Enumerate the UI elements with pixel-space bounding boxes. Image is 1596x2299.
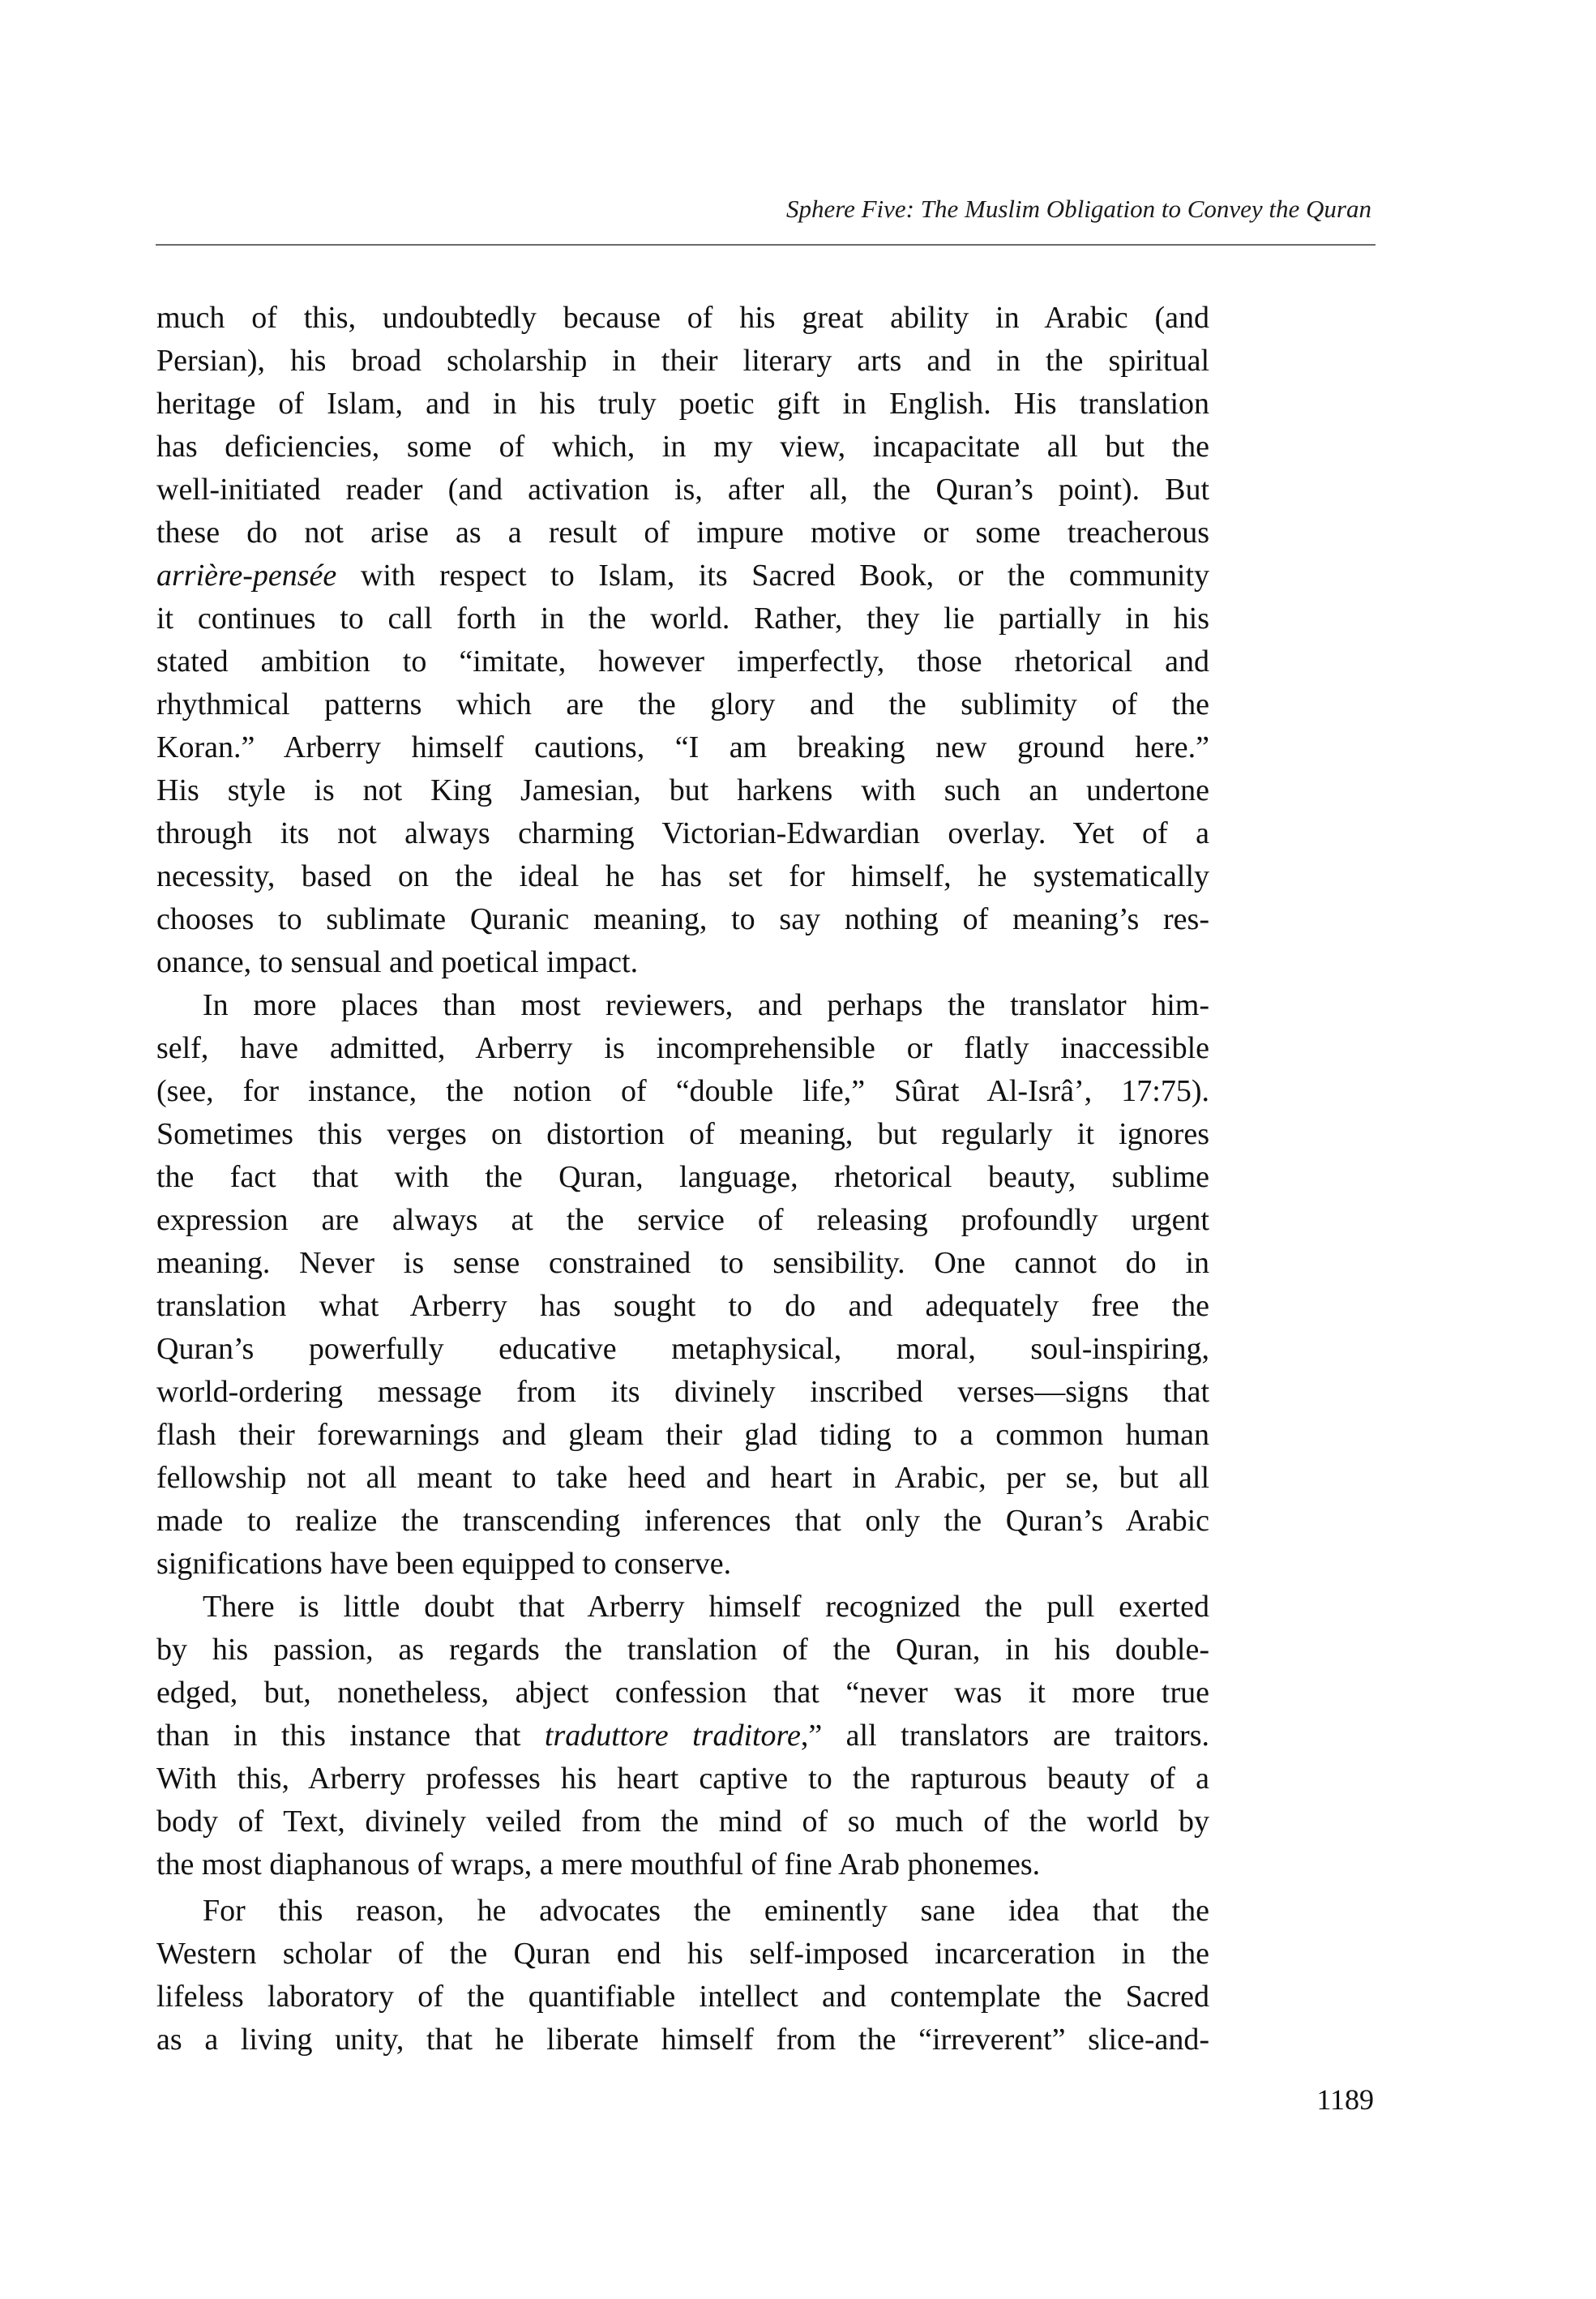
text-line: by his passion, as regards the translation of the Quran, in his double- xyxy=(156,1633,1209,1667)
text-line: edged, but, nonetheless, abject confession that “never was it more true xyxy=(156,1676,1209,1710)
text-line: For this reason, he advocates the eminently sane idea that the xyxy=(203,1894,1209,1928)
text-line: lifeless laboratory of the quantifiable intellect and contemplate the Sacred xyxy=(156,1980,1209,2014)
body-text xyxy=(156,297,1209,2061)
text-line: flash their forewarnings and gleam their glad tiding to a common human xyxy=(156,1418,1209,1452)
paragraph xyxy=(156,297,1209,984)
text-line: necessity, based on the ideal he has set for himself, he systematically xyxy=(156,859,1209,893)
text-line: Sometimes this verges on distortion of meaning, but regularly it ignores xyxy=(156,1117,1209,1151)
text-line: has deficiencies, some of which, in my view, incapacitate all but the xyxy=(156,430,1209,464)
text-line xyxy=(156,1715,1209,1757)
text-line: well-initiated reader (and activation is, after all, the Quran’s point). But xyxy=(156,473,1209,507)
text-line: (see, for instance, the notion of “double life,” Sûrat Al-Isrâ’, 17:75). xyxy=(156,1074,1209,1108)
text-line: Persian), his broad scholarship in their literary arts and in the spiritual xyxy=(156,344,1209,378)
page-number: 1189 xyxy=(1316,2083,1374,2116)
header-rule xyxy=(156,244,1376,246)
paragraph xyxy=(156,1890,1209,2061)
text-line: much of this, undoubtedly because of his great ability in Arabic (and xyxy=(156,301,1209,335)
text-line: Quran’s powerfully educative metaphysical, moral, soul-inspiring, xyxy=(156,1332,1209,1366)
italic-phrase: traduttore traditore xyxy=(544,1719,801,1753)
text-line: self, have admitted, Arberry is incomprehensible or flatly inaccessible xyxy=(156,1031,1209,1065)
text-line: With this, Arberry professes his heart captive to the rapturous beauty of a xyxy=(156,1762,1209,1796)
italic-phrase: arrière-pensée xyxy=(156,559,337,593)
text-line: translation what Arberry has sought to do and adequately free the xyxy=(156,1289,1209,1323)
text-line: heritage of Islam, and in his truly poetic gift in English. His translation xyxy=(156,387,1209,421)
paragraph xyxy=(156,1586,1209,1886)
text-line: Koran.” Arberry himself cautions, “I am breaking new ground here.” xyxy=(156,730,1209,764)
text-line: the most diaphanous of wraps, a mere mouthful of fine Arab phonemes. xyxy=(156,1847,1041,1882)
text-line: rhythmical patterns which are the glory and the sublimity of the xyxy=(156,687,1209,721)
paragraph xyxy=(156,984,1209,1586)
text-line: as a living unity, that he liberate himself from the “irreverent” slice-and- xyxy=(156,2023,1209,2057)
text-line: chooses to sublimate Quranic meaning, to say nothing of meaning’s res- xyxy=(156,902,1209,936)
text-line: In more places than most reviewers, and perhaps the translator him- xyxy=(203,988,1209,1022)
text-line: meaning. Never is sense constrained to sensibility. One cannot do in xyxy=(156,1246,1209,1280)
text-line: expression are always at the service of releasing profoundly urgent xyxy=(156,1203,1209,1237)
text-line: fellowship not all meant to take heed and heart in Arabic, per se, but all xyxy=(156,1461,1209,1495)
text-run: ,” all translators are traitors. xyxy=(800,1719,1209,1753)
text-line: these do not arise as a result of impure motive or some treacherous xyxy=(156,516,1209,550)
text-line: His style is not King Jamesian, but harkens with such an undertone xyxy=(156,773,1209,807)
text-line xyxy=(156,554,1209,597)
text-line: the fact that with the Quran, language, rhetorical beauty, sublime xyxy=(156,1160,1209,1194)
text-line: Western scholar of the Quran end his self-imposed incarceration in the xyxy=(156,1937,1209,1971)
text-run: than in this instance that xyxy=(156,1719,545,1753)
text-line: world-ordering message from its divinely inscribed verses—signs that xyxy=(156,1375,1209,1409)
text-run: with respect to Islam, its Sacred Book, or the community xyxy=(336,559,1209,593)
text-line: through its not always charming Victorian-Edwardian overlay. Yet of a xyxy=(156,816,1209,850)
text-line: significations have been equipped to conserve. xyxy=(156,1547,732,1581)
text-line: There is little doubt that Arberry himself recognized the pull exerted xyxy=(203,1590,1209,1624)
text-line: it continues to call forth in the world. Rather, they lie partially in his xyxy=(156,602,1209,636)
text-line: stated ambition to “imitate, however imperfectly, those rhetorical and xyxy=(156,644,1209,679)
text-line: onance, to sensual and poetical impact. xyxy=(156,945,639,979)
text-line: body of Text, divinely veiled from the mind of so much of the world by xyxy=(156,1805,1209,1839)
text-line: made to realize the transcending inferences that only the Quran’s Arabic xyxy=(156,1504,1209,1538)
running-head: Sphere Five: The Muslim Obligation to Convey the Quran xyxy=(785,195,1371,223)
